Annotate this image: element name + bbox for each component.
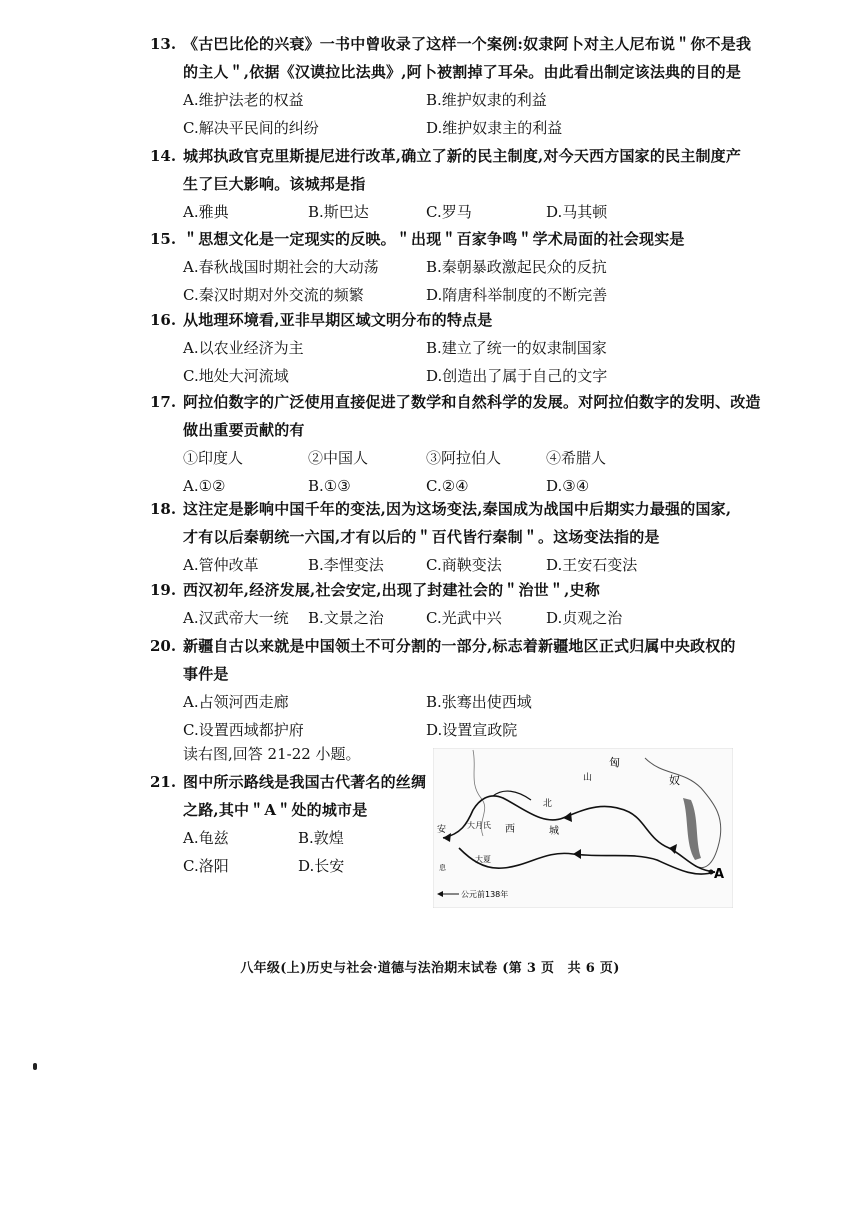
question-14 (150, 142, 790, 226)
question-18 (150, 495, 790, 579)
option-b: B.①③ (308, 477, 351, 495)
option-c: C.秦汉时期对外交流的频繁 (183, 286, 364, 304)
options-row (150, 253, 790, 281)
options-row (150, 114, 790, 142)
option-b: B.维护奴隶的利益 (426, 91, 547, 109)
question-text: 做出重要贡献的有 (183, 421, 305, 439)
option-c: C.②④ (426, 477, 469, 495)
options-row (150, 688, 790, 716)
option-d: D.设置宣政院 (426, 721, 518, 739)
question-text: 事件是 (183, 665, 229, 683)
option-c: C.设置西域都护府 (183, 721, 304, 739)
map-label-a: A (714, 867, 725, 882)
page-footer: 八年级(上)历史与社会·道德与法治期末试卷 (第 3 页 共 6 页) (240, 961, 620, 976)
option-a: A.占领河西走廊 (183, 693, 289, 711)
question-number: 20. (150, 637, 177, 655)
silk-road-map (433, 748, 733, 908)
question-21 (150, 768, 440, 880)
scan-mark (33, 1063, 37, 1070)
question-number: 19. (150, 581, 177, 599)
item-4: ④希腊人 (546, 449, 607, 467)
question-text: 阿拉伯数字的广泛使用直接促进了数学和自然科学的发展。对阿拉伯数字的发明、改造 (183, 393, 761, 411)
map-label: 息 (439, 864, 446, 872)
option-a: A.雅典 (183, 203, 229, 221)
item-3: ③阿拉伯人 (426, 449, 502, 467)
option-c: C.地处大河流域 (183, 367, 289, 385)
question-15 (150, 225, 790, 309)
option-b: B.李悝变法 (308, 556, 384, 574)
option-c: C.洛阳 (183, 857, 229, 875)
option-b: B.敦煌 (298, 829, 344, 847)
map-label: 北 (543, 799, 553, 809)
option-d: D.马其顿 (546, 203, 608, 221)
options-row (150, 334, 790, 362)
map-label: 西 (505, 824, 515, 835)
item-1: ①印度人 (183, 449, 244, 467)
option-d: D.贞观之治 (546, 609, 623, 627)
item-2: ②中国人 (308, 449, 369, 467)
map-legend-label: 公元前138年 (461, 890, 509, 899)
option-a: A.维护法老的权益 (183, 91, 304, 109)
option-d: D.维护奴隶主的利益 (426, 119, 563, 137)
question-number: 14. (150, 147, 177, 165)
option-a: A.龟兹 (183, 829, 229, 847)
map-label: 城 (549, 826, 559, 837)
options-row (150, 852, 440, 880)
city-marker-a (709, 870, 714, 875)
option-a: A.①② (183, 477, 226, 495)
question-20 (150, 632, 790, 744)
options-row (150, 362, 790, 390)
option-a: A.以农业经济为主 (183, 339, 304, 357)
option-b: B.张骞出使西域 (426, 693, 532, 711)
option-b: B.秦朝暴政激起民众的反抗 (426, 258, 607, 276)
options-row (150, 198, 790, 226)
option-c: C.解决平民间的纠纷 (183, 119, 319, 137)
question-text: 《古巴比伦的兴衰》一书中曾收录了这样一个案例:奴隶阿卜对主人尼布说＂你不是我 (183, 35, 752, 53)
read-instruction: 读右图,回答 21-22 小题。 (183, 745, 361, 763)
options-row (150, 551, 790, 579)
question-19 (150, 576, 790, 632)
options-row (150, 86, 790, 114)
option-d: D.王安石变法 (546, 556, 638, 574)
question-16 (150, 306, 790, 390)
option-d: D.长安 (298, 857, 345, 875)
question-text: 图中所示路线是我国古代著名的丝绸 (183, 773, 427, 791)
question-number: 16. (150, 311, 177, 329)
items-row (150, 444, 790, 472)
option-b: B.斯巴达 (308, 203, 369, 221)
option-d: D.创造出了属于自己的文字 (426, 367, 608, 385)
question-text: 这注定是影响中国千年的变法,因为这场变法,秦国成为战国中后期实力最强的国家, (183, 500, 732, 518)
question-13 (150, 30, 790, 142)
option-c: C.商鞅变法 (426, 556, 502, 574)
map-label: 大夏 (475, 855, 491, 864)
option-d: D.隋唐科举制度的不断完善 (426, 286, 608, 304)
question-text: 西汉初年,经济发展,社会安定,出现了封建社会的＂治世＂,史称 (183, 581, 600, 599)
map-label: 大月氏 (467, 821, 491, 830)
option-b: B.建立了统一的奴隶制国家 (426, 339, 607, 357)
question-text: ＂思想文化是一定现实的反映。＂出现＂百家争鸣＂学术局面的社会现实是 (183, 230, 685, 248)
question-text: 的主人＂,依据《汉谟拉比法典》,阿卜被割掉了耳朵。由此看出制定该法典的目的是 (183, 63, 742, 81)
map-label: 奴 (669, 774, 680, 787)
option-c: C.光武中兴 (426, 609, 502, 627)
question-number: 18. (150, 500, 177, 518)
question-text: 新疆自古以来就是中国领土不可分割的一部分,标志着新疆地区正式归属中央政权的 (183, 637, 736, 655)
question-17 (150, 388, 790, 500)
question-text: 才有以后秦朝统一六国,才有以后的＂百代皆行秦制＂。这场变法指的是 (183, 528, 660, 546)
option-a: A.春秋战国时期社会的大动荡 (183, 258, 379, 276)
map-label: 安 (437, 825, 447, 835)
question-number: 13. (150, 35, 177, 53)
options-row (150, 824, 440, 852)
options-row (150, 604, 790, 632)
question-number: 17. (150, 393, 177, 411)
options-row (150, 281, 790, 309)
question-number: 21. (150, 773, 177, 791)
option-c: C.罗马 (426, 203, 472, 221)
map-label: 山 (583, 773, 593, 783)
question-number: 15. (150, 230, 177, 248)
question-text: 之路,其中＂A＂处的城市是 (183, 801, 368, 819)
map-label: 匈 (609, 756, 620, 769)
option-a: A.管仲改革 (183, 556, 259, 574)
option-b: B.文景之治 (308, 609, 384, 627)
option-d: D.③④ (546, 477, 590, 495)
question-text: 生了巨大影响。该城邦是指 (183, 175, 366, 193)
option-a: A.汉武帝大一统 (183, 609, 289, 627)
question-text: 城邦执政官克里斯提尼进行改革,确立了新的民主制度,对今天西方国家的民主制度产 (183, 147, 742, 165)
question-text: 从地理环境看,亚非早期区域文明分布的特点是 (183, 311, 493, 329)
